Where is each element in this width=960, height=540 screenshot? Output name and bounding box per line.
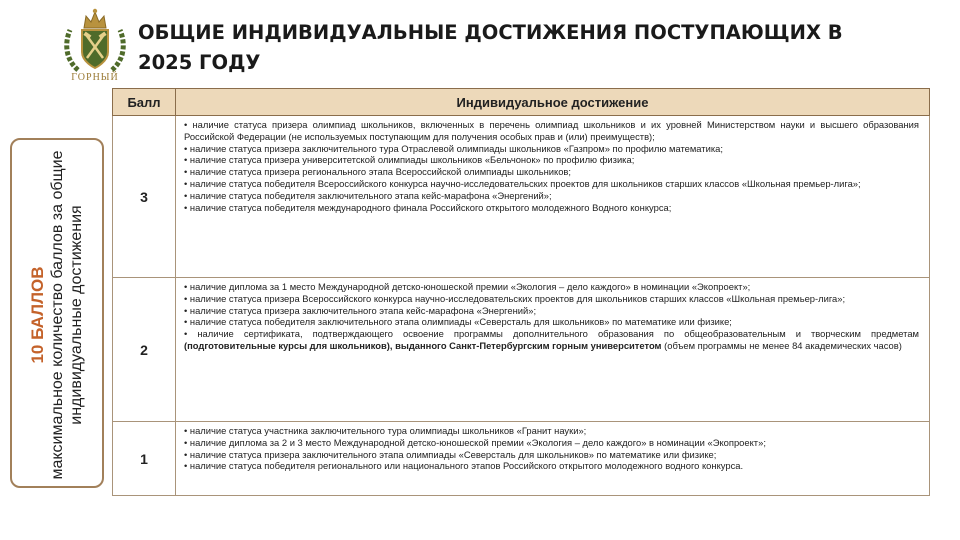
list-item: • наличие статуса победителя заключительного этапа кейс-марафона «Энергений»; xyxy=(184,189,552,201)
list-item: • наличие статуса призера заключительного этапа кейс-марафона «Энергений»; xyxy=(184,304,537,316)
list-item: • наличие статуса призера регионального этапа Всероссийской олимпиады школьников; xyxy=(184,166,571,178)
score-column-header: Балл xyxy=(113,89,176,116)
list-item: • наличие статуса призера заключительного тура Отраслевой олимпиады школьников «Газпром» по профилю математика; xyxy=(184,142,723,154)
list-item: • наличие статуса призера олимпиад школьников, включенных в перечень олимпиад школьников и их уровней Министерством науки и высшего образования Российской Федерации (не используемых поступающим для получения особых прав и (или) преимуществ); xyxy=(184,119,919,142)
list-item: • наличие диплома за 2 и 3 место Международной детско-юношеской премии «Экология – дело каждого» в номинации «Экопроект»; xyxy=(184,436,766,448)
logo-text: ГОРНЫЙ xyxy=(71,72,119,83)
table-header-row xyxy=(113,89,930,116)
list-item-bold-text: (подготовительные курсы для школьников), выданного Санкт-Петербургским горным университетом xyxy=(184,339,662,351)
list-item-text: • наличие сертификата, подтверждающего освоение программы дополнительного образования по общеобразовательным и творческим предметам xyxy=(184,328,919,340)
score-cell: 1 xyxy=(113,422,176,496)
achievement-column-header: Индивидуальное достижение xyxy=(176,89,930,116)
max-points-description: максимальное количество баллов за общие индивидуальные достижения xyxy=(49,150,85,480)
page-title: ОБЩИЕ ИНДИВИДУАЛЬНЫЕ ДОСТИЖЕНИЯ ПОСТУПАЮЩИХ В 2025 ГОДУ xyxy=(138,21,843,74)
score-cell: 2 xyxy=(113,278,176,422)
achievements-cell xyxy=(176,116,930,278)
list-item: • наличие статуса призера заключительного этапа олимпиады «Северсталь для школьников» по математике или физике; xyxy=(184,448,717,460)
table-row xyxy=(113,116,930,278)
achievements-cell xyxy=(176,278,930,422)
list-item: • наличие статуса победителя международного финала Российского открытого молодежного Водного конкурса; xyxy=(184,201,672,213)
list-item-tail-text: (объем программы не менее 84 академических часов) xyxy=(661,339,902,351)
max-points-box xyxy=(10,138,104,488)
list-item: • наличие статуса победителя Всероссийского конкурса научно-исследовательских проектов для школьников старших классов «Школьная премьер-лига»; xyxy=(184,177,861,189)
list-item: • наличие статуса участника заключительного тура олимпиады школьников «Гранит науки»; xyxy=(184,425,587,436)
max-points-heading: 10 БАЛЛОВ xyxy=(28,266,47,364)
score-cell: 3 xyxy=(113,116,176,278)
achievements-table xyxy=(112,88,930,496)
table-row xyxy=(113,422,930,496)
list-item: • наличие статуса призера университетской олимпиады школьников «Бельчонок» по профилю физика; xyxy=(184,154,635,166)
list-item: • наличие статуса победителя заключительного этапа олимпиады «Северсталь для школьников» по математике или физике; xyxy=(184,316,732,328)
list-item: • наличие статуса победителя регионального или национального этапов Российского открытого молодежного водного конкурса. xyxy=(184,460,744,472)
max-points-rotated xyxy=(14,142,100,488)
achievements-cell xyxy=(176,422,930,496)
table-row xyxy=(113,278,930,422)
list-item xyxy=(184,328,919,352)
list-item: • наличие статуса призера Всероссийского конкурса научно-исследовательских проектов для школьников старших классов «Школьная премьер-лига»; xyxy=(184,292,846,304)
list-item: • наличие диплома за 1 место Международной детско-юношеской премии «Экология – дело каждого» в номинации «Экопроект»; xyxy=(184,281,751,292)
